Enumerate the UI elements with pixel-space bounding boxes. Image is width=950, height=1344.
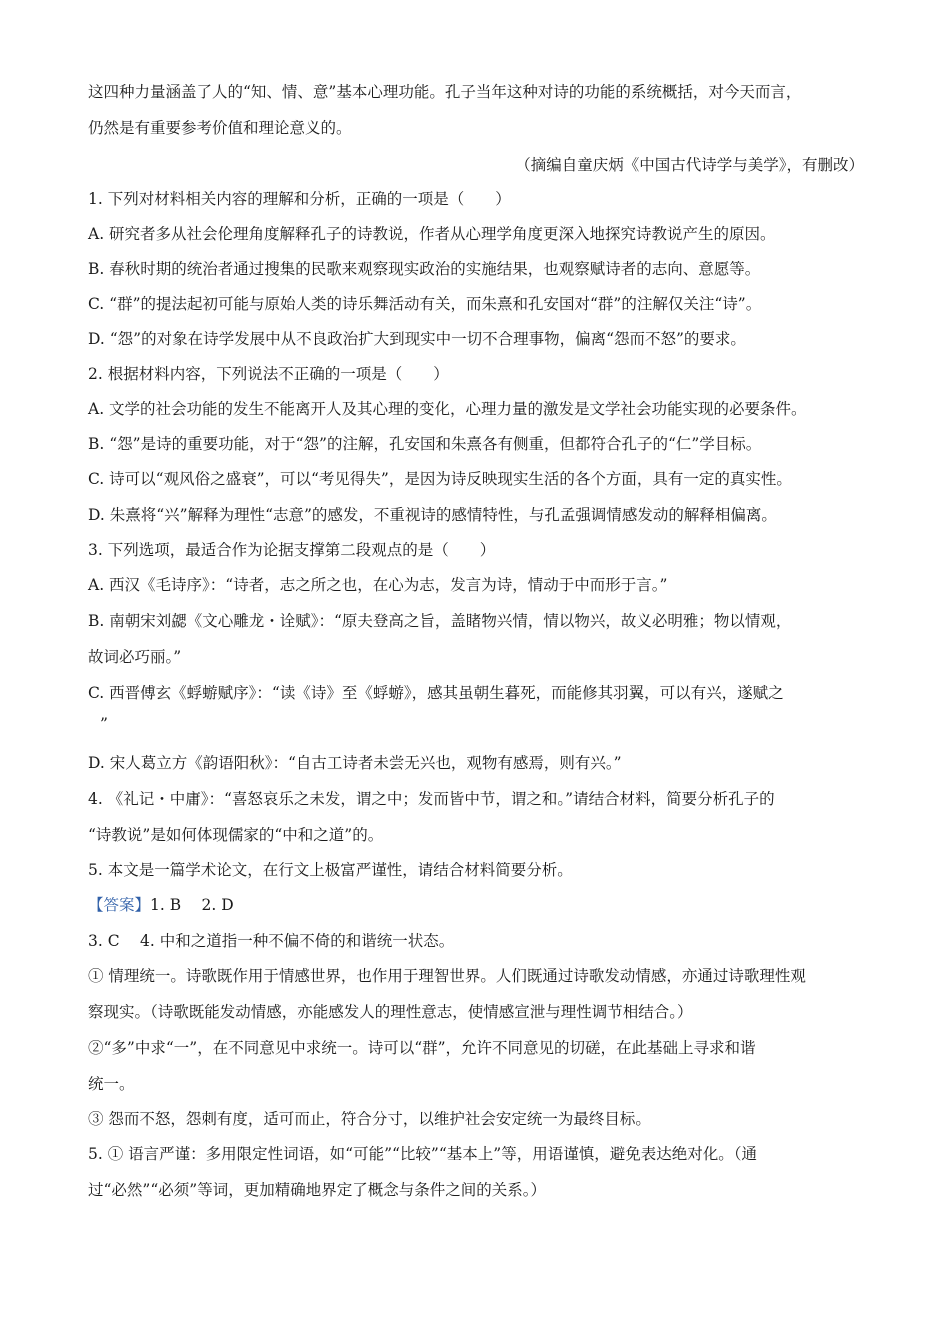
option-1c: C. “群”的提法起初可能与原始人类的诗乐舞活动有关，而朱熹和孔安国对“群”的注解仅关注“诗”。 xyxy=(88,295,762,313)
option-1a: A. 研究者多从社会伦理角度解释孔子的诗教说，作者从心理学角度更深入地探究诗教说产生的原因。 xyxy=(88,225,776,243)
question-1: 1. 下列对材料相关内容的理解和分析，正确的一项是（ ） xyxy=(88,190,511,208)
answer-tag: 【答案】 xyxy=(88,896,151,914)
answer-5-point-1: 5. ① 语言严谨：多用限定性词语，如“可能”“比较”“基本上”等，用语谨慎，避免表达绝对化。（通 xyxy=(88,1145,757,1163)
answer-4-point-1-cont: 察现实。（诗歌既能发动情感，亦能感发人的理性意志，使情感宣泄与理性调节相结合。） xyxy=(88,1003,693,1021)
question-4-cont: “诗教说”是如何体现儒家的“中和之道”的。 xyxy=(88,826,384,844)
option-3c-cont: ” xyxy=(100,715,108,733)
text-line: 这四种力量涵盖了人的“知、情、意”基本心理功能。孔子当年这种对诗的功能的系统概括，对今天而言， xyxy=(88,83,802,101)
answer-text: 1. B 2. D xyxy=(150,896,234,914)
option-2a: A. 文学的社会功能的发生不能离开人及其心理的变化，心理力量的激发是文学社会功能实现的必要条件。 xyxy=(88,400,807,418)
source-citation: （摘编自童庆炳《中国古代诗学与美学》，有删改） xyxy=(515,156,864,174)
answer-line xyxy=(88,895,234,915)
option-3b-cont: 故词必巧丽。” xyxy=(88,648,182,666)
option-1d: D. “怨”的对象在诗学发展中从不良政治扩大到现实中一切不合理事物，偏离“怨而不怒”的要求。 xyxy=(88,330,746,348)
option-2b: B. “怨”是诗的重要功能，对于“怨”的注解，孔安国和朱熹各有侧重，但都符合孔子的“仁”学目标。 xyxy=(88,435,762,453)
answer-5-point-1-cont: 过“必然”“必须”等词，更加精确地界定了概念与条件之间的关系。） xyxy=(88,1181,546,1199)
option-1b: B. 春秋时期的统治者通过搜集的民歌来观察现实政治的实施结果，也观察赋诗者的志向、意愿等。 xyxy=(88,260,761,278)
answer-4-point-3: ③ 怨而不怒，怨刺有度，适可而止，符合分寸，以维护社会安定统一为最终目标。 xyxy=(88,1110,651,1128)
option-2d: D. 朱熹将“兴”解释为理性“志意”的感发，不重视诗的感情特性，与孔孟强调情感发动的解释相偏离。 xyxy=(88,506,777,524)
option-2c: C. 诗可以“观风俗之盛衰”，可以“考见得失”，是因为诗反映现实生活的各个方面，具有一定的真实性。 xyxy=(88,470,792,488)
answer-4-point-2-cont: 统一。 xyxy=(88,1075,135,1093)
option-3c: C. 西晋傅玄《蜉蝣赋序》：“读《诗》至《蜉蝣》，感其虽朝生暮死，而能修其羽翼，可以有兴，遂赋之 xyxy=(88,684,784,702)
question-4: 4. 《礼记・中庸》：“喜怒哀乐之未发，谓之中；发而皆中节，谓之和。”请结合材料，简要分析孔子的 xyxy=(88,790,775,808)
answer-4-point-1: ① 情理统一。诗歌既作用于情感世界，也作用于理智世界。人们既通过诗歌发动情感，亦通过诗歌理性观 xyxy=(88,967,806,985)
option-3b: B. 南朝宋刘勰《文心雕龙・诠赋》：“原夫登高之旨，盖睹物兴情，情以物兴，故义必明雅；物以情观， xyxy=(88,612,792,630)
question-5: 5. 本文是一篇学术论文，在行文上极富严谨性，请结合材料简要分析。 xyxy=(88,861,573,879)
text-line: 仍然是有重要参考价值和理论意义的。 xyxy=(88,119,352,137)
answer-4-point-2: ②“多”中求“一”，在不同意见中求统一。诗可以“群”，允许不同意见的切磋，在此基础上寻求和谐 xyxy=(88,1039,756,1057)
option-3d: D. 宋人葛立方《韵语阳秋》：“自古工诗者未尝无兴也，观物有感焉，则有兴。” xyxy=(88,754,622,772)
question-3: 3. 下列选项，最适合作为论据支撑第二段观点的是（ ） xyxy=(88,541,496,559)
option-3a: A. 西汉《毛诗序》：“诗者，志之所之也，在心为志，发言为诗，情动于中而形于言。” xyxy=(88,576,668,594)
answer-3-4: 3. C 4. 中和之道指一种不偏不倚的和谐统一状态。 xyxy=(88,932,455,950)
question-2: 2. 根据材料内容，下列说法不正确的一项是（ ） xyxy=(88,365,449,383)
